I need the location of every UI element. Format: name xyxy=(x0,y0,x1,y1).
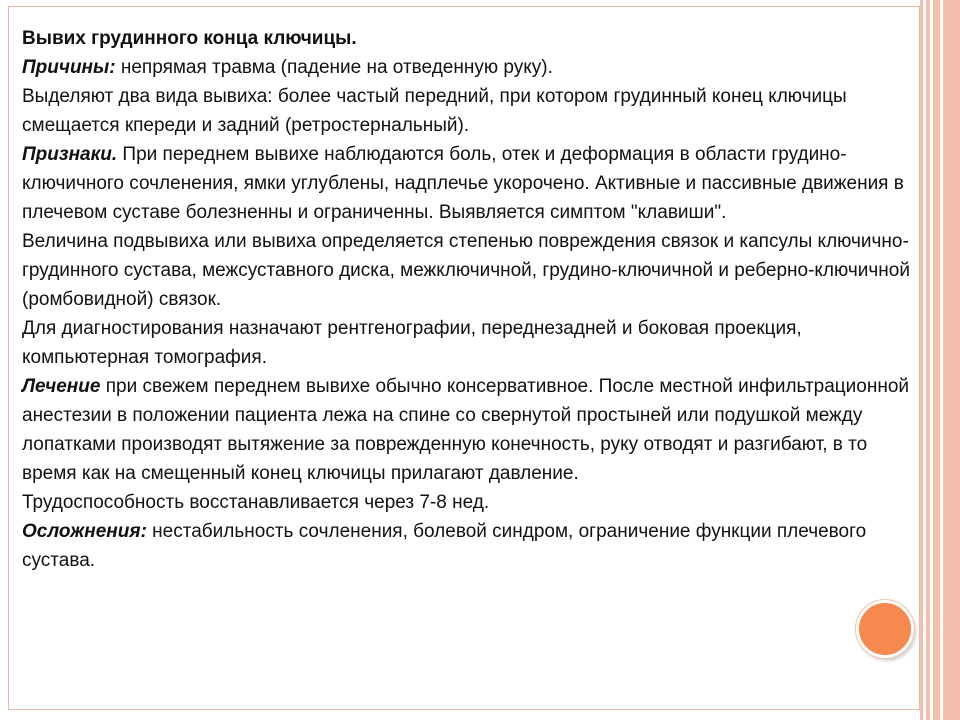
paragraph-types xyxy=(22,82,922,140)
text-treatment: при свежем переднем вывихе обычно консервативное. После местной инфильтрационной анестезии в положении пациента лежа на спине со свернутой простыней или подушкой между лопатками производят вытяжение за поврежденную конечность, руку отводят и разгибают, в то время как на смещенный конец ключицы прилагают давление. xyxy=(22,376,910,484)
stripe xyxy=(926,0,930,720)
text-diagnosis: Для диагностирования назначают рентгенографии, переднезадней и боковая проекция, компьютерная томография. xyxy=(22,318,802,368)
paragraph-signs xyxy=(22,140,922,227)
paragraph-causes xyxy=(22,53,922,82)
paragraph-complications xyxy=(22,517,922,575)
paragraph-treatment xyxy=(22,372,922,488)
paragraph-severity xyxy=(22,227,922,314)
stripe xyxy=(943,0,960,720)
term-complications: Осложнения: xyxy=(22,521,147,542)
term-causes: Причины: xyxy=(22,57,116,78)
text-types: Выделяют два вида вывиха: более частый передний, при котором грудинный конец ключицы смещается кпереди и задний (ретростернальный). xyxy=(22,86,847,136)
slide-body xyxy=(22,24,922,575)
text-complications: нестабильность сочленения, болевой синдром, ограничение функции плечевого сустава. xyxy=(22,521,867,571)
decorative-circle xyxy=(856,600,914,658)
paragraph-recovery xyxy=(22,488,922,517)
text-recovery: Трудоспособность восстанавливается через 7-8 нед. xyxy=(22,492,490,513)
decorative-stripes xyxy=(920,0,960,720)
slide-title: Вывих грудинного конца ключицы. xyxy=(22,28,357,49)
text-causes: непрямая травма (падение на отведенную руку). xyxy=(115,57,553,78)
term-signs: Признаки. xyxy=(22,144,118,165)
stripe xyxy=(933,0,940,720)
text-signs: При переднем вывихе наблюдаются боль, отек и деформация в области грудино-ключичного сочленения, ямки углублены, надплечье укорочено. Активные и пассивные движения в плечевом суставе болезненны и ограниченны. Выявляется симптом "клавиши". xyxy=(22,144,904,223)
term-treatment: Лечение xyxy=(22,376,101,397)
paragraph-diagnosis xyxy=(22,314,922,372)
text-severity: Величина подвывиха или вывиха определяется степенью повреждения связок и капсулы ключично-грудинного сустава, межсуставного диска, межключичной, грудино-ключичной и реберно-ключичной (ромбовидной) связок. xyxy=(22,231,910,310)
